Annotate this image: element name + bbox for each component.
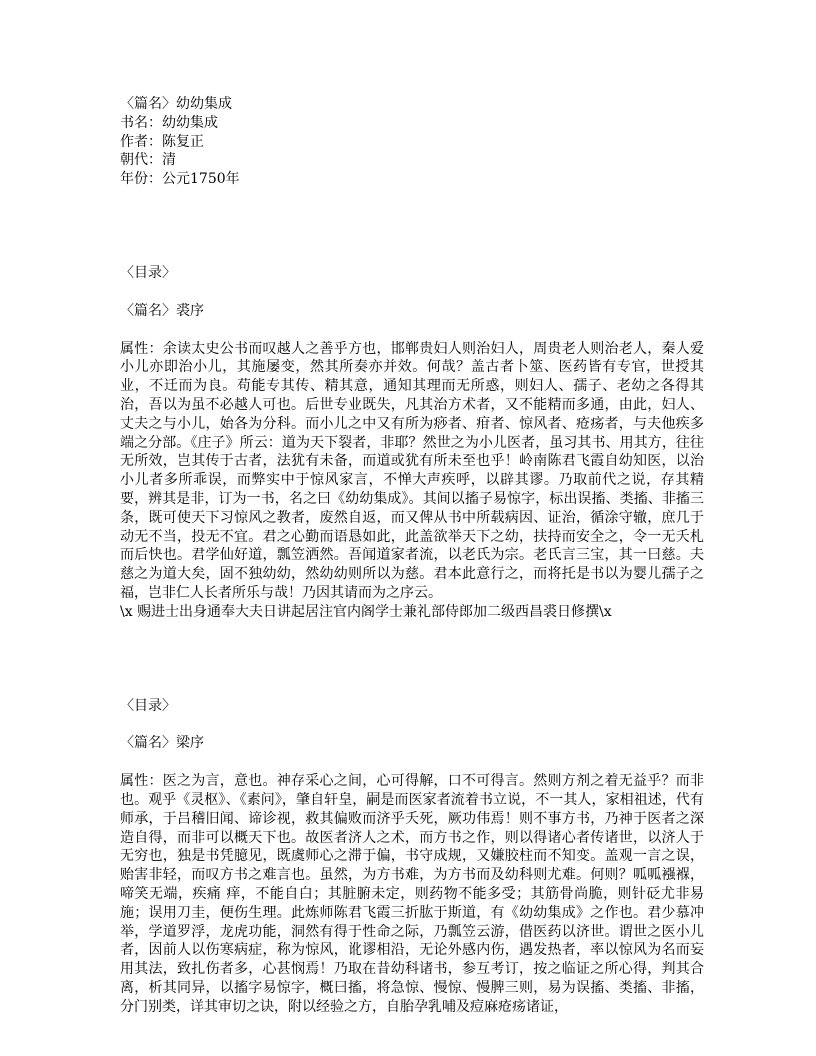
body-paragraph: 属性：余读太史公书而叹越人之善乎方也，邯郸贵妇人则治妇人，周贵老人则治老人，秦人爱小儿亦即治小儿，其施屡变，然其所奏亦并效。何哉？盖古者卜筮、医药皆有专官，世授其业，不迁而为良。苟能专其传、精其意，通知其理而无所惑，则妇人、孺子、老幼之各得其治，吾以为虽不必越人可也。后世专业既失，凡其治方术者，又不能精而多通，由此，妇人、丈夫之与小儿，始各为分科。而小儿之中又有所为痧者、疳者、惊风者、疮疡者，与夫他疾多端之分部。《庄子》所云：道为天下裂者，非耶？然世之为小儿医者，虽习其书、用其方，往往无所效，岂其传于古者，法犹有未备，而道或犹有所未至也乎！岭南陈君飞霞自幼知医，以治小儿者多所乖误，而弊实中于惊风家言，不惮大声疾呼，以辟其谬。乃取前代之说，存其精要，辨其是非，订为一书，名之曰《幼幼集成》。其间以搐子易惊字，标出误搐、类搐、非搐三条，既可使天下习惊风之教者，废然自返，而又俾从书中所载病因、证治，循涂守辙，庶几于动无不当，投无不宜。君之心勤而语恳如此，此盖欲举天下之幼，扶持而安全之，令一无夭札而后快也。君学仙好道，瓢笠洒然。吾闻道家者流，以老氏为宗。老氏言三宝，其一曰慈。夫慈之为道大矣，固不独幼幼，然幼幼则所以为慈。君本此意行之，而将托是书以为婴儿孺子之福，岂非仁人长者所乐与哉！乃因其请而为之序云。 xyxy=(120,340,704,601)
toc-heading: 〈目录〉 xyxy=(120,697,176,714)
body-paragraph: 属性：医之为言，意也。神存采心之间，心可得解，口不可得言。然则方剂之着无益乎？而非也。观乎《灵枢》、《素问》，肇自轩皇，嗣是而医家者流着书立说，不一其人，家相祖述，代有师承，于吕稽旧闻、谛诊视，救其偏败而济乎夭死，厥功伟焉！则不事方书，乃神于医者之深造自得，而非可以概天下也。故医者济人之术，而方书之作，则以得诸心者传诸世，以济人于无穷也，独是书凭臆见，既虞师心之滞于偏，书守成规，又嫌胶柱而不知变。盖观一言之误，贻害非轻，而叹方书之难言也。虽然，为方书难，为方书而及幼科则尤难。何则？呱呱襁褓，啼笑无端，疾痛 痒，不能自白；其脏腑未定，则药物不能多受；其筋骨尚脆，则针砭尤非易施；误用刀圭，便伤生理。此炼师陈君飞霞三折肱于斯道，有《幼幼集成》之作也。君少慕冲举，学道罗浮，龙虎功能，洞然有得于性命之际，乃瓢笠云游，借医药以济世。谓世之医小儿者，因前人以伤寒病症，称为惊风，讹谬相沿，无论外感内伤，遇发热者，率以惊风为名而妄用其法，致扎伤者多，心甚悯焉！乃取在昔幼科诸书，参互考订，按之临证之所心得，判其合离，析其同异，以搐字易惊字，概曰搐，将急惊、慢惊、慢脾三则，易为误搐、类搐、非搐，分门别类，详其审切之诀，附以经验之方，自胎孕乳哺及痘麻疮疡诸证， xyxy=(120,773,704,1015)
title-tag: 〈篇名〉幼幼集成 xyxy=(120,96,232,112)
spacer xyxy=(120,321,704,340)
spacer xyxy=(120,753,704,772)
metadata-block xyxy=(120,95,704,189)
section-liang-preface xyxy=(120,697,704,1017)
signature-line: \x 赐进士出身通奉大夫日讲起居注官内阁学士兼礼部侍郎加二级西昌裘日修撰\x xyxy=(120,603,612,620)
chapter-heading: 〈篇名〉梁序 xyxy=(120,735,204,752)
book-name: 书名：幼幼集成 xyxy=(120,114,218,131)
spacer xyxy=(120,189,704,245)
document-page xyxy=(120,95,704,1016)
year: 年份：公元1750年 xyxy=(120,171,240,188)
spacer xyxy=(120,715,704,734)
chapter-heading: 〈篇名〉裘序 xyxy=(120,302,204,319)
spacer xyxy=(120,283,704,302)
toc-heading: 〈目录〉 xyxy=(120,264,176,281)
author: 作者：陈复正 xyxy=(120,133,204,150)
spacer xyxy=(120,622,704,678)
dynasty: 朝代：清 xyxy=(120,152,176,169)
section-qiu-preface xyxy=(120,264,704,622)
spacer xyxy=(120,678,704,697)
spacer xyxy=(120,245,704,264)
